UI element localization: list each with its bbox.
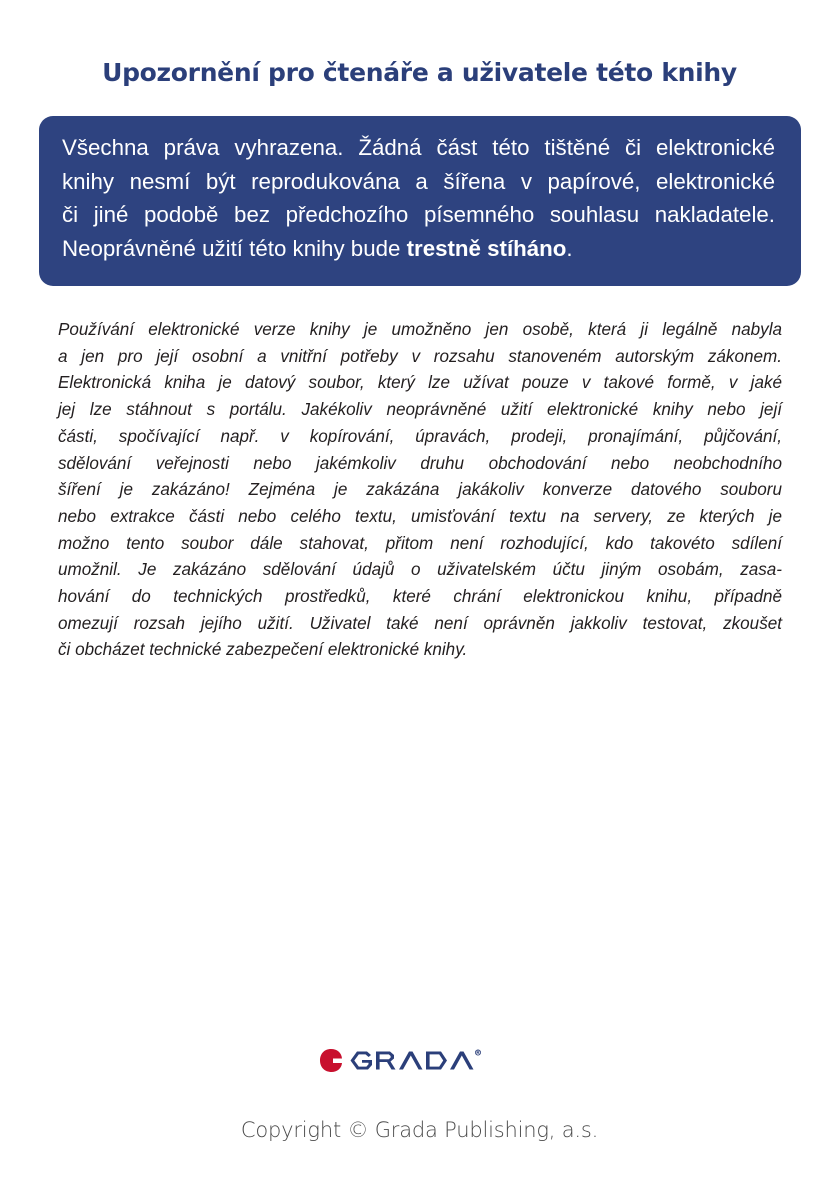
- terms-line: umožnil. Je zakázáno sdělování údajů o uživatelském účtu jiným osobám, zasa-: [58, 560, 782, 580]
- terms-line: a jen pro její osobní a vnitřní potřeby v rozsahu stanoveném autorským zákonem.: [58, 346, 782, 366]
- notice-line-1: Všechna práva vyhrazena. Žádná část této tištěné či elektronické: [62, 135, 775, 160]
- notice-line-4-suffix: .: [566, 235, 573, 261]
- terms-line: Elektronická kniha je datový soubor, který lze užívat pouze v takové formě, v jaké: [58, 373, 782, 393]
- terms-line: či obcházet technické zabezpečení elektronické knihy.: [58, 640, 468, 660]
- terms-line: šíření je zakázáno! Zejména je zakázána jakákoliv konverze datového souboru: [58, 480, 782, 500]
- notice-emphasis: trestně stíháno: [406, 235, 567, 261]
- notice-line-4: [62, 232, 775, 266]
- notice-line-3: či jiné podobě bez předchozího písemného souhlasu nakladatele.: [62, 202, 775, 227]
- terms-line: jej lze stáhnout s portálu. Jakékoliv neoprávněné užití elektronické knihy nebo její: [58, 400, 782, 420]
- copyright-line: Copyright © Grada Publishing, a.s.: [240, 1118, 599, 1142]
- terms-line: části, spočívající např. v kopírování, úpravách, prodeji, pronajímání, půjčování,: [58, 426, 782, 446]
- notice-line-2: knihy nesmí být reprodukována a šířena v papírové, elektronické: [62, 168, 775, 194]
- terms-line: hování do technických prostředků, které chrání elektronickou knihu, případně: [58, 587, 782, 607]
- terms-line: Používání elektronické verze knihy je umožněno jen osobě, která ji legálně nabyla: [58, 320, 782, 339]
- notice-line-4-prefix: Neoprávněné užití této knihy bude: [62, 235, 407, 261]
- ebook-usage-terms: [58, 317, 782, 664]
- grada-wordmark: [351, 1050, 481, 1070]
- grada-logo: [319, 1046, 529, 1076]
- terms-line: sdělování veřejnosti nebo jakémkoliv druhu obchodování nebo neobchodního: [58, 453, 782, 473]
- terms-line: omezují rozsah jejího užití. Uživatel také není oprávněn jakkoliv testovat, zkoušet: [58, 613, 782, 633]
- page-title: Upozornění pro čtenáře a uživatele této knihy: [102, 58, 737, 87]
- copyright-notice-box: [39, 116, 801, 286]
- grada-drop-logo-icon: [320, 1049, 342, 1072]
- terms-line: možno tento soubor dále stahovat, přitom není rozhodující, kdo takovéto sdílení: [58, 533, 782, 553]
- terms-line: nebo extrakce části nebo celého textu, umisťování textu na servery, ze kterých je: [58, 506, 782, 526]
